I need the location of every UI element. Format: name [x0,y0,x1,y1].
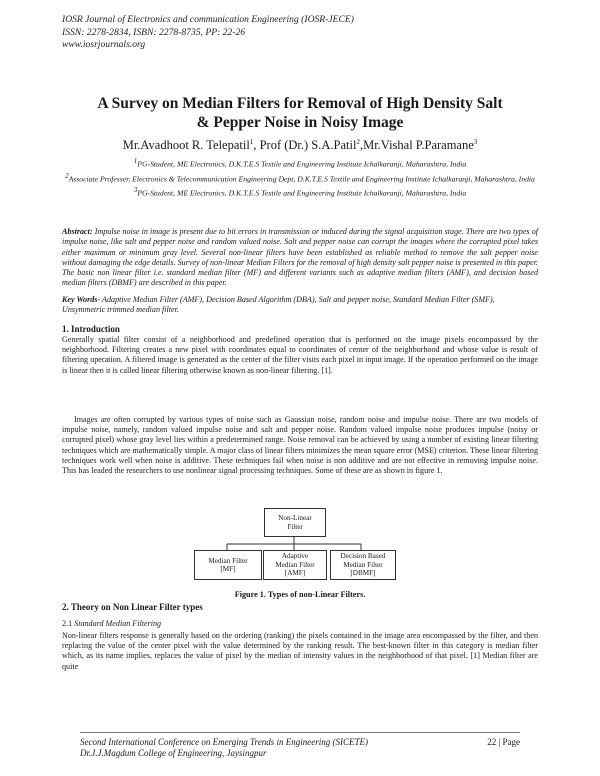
node-decision-based-median-filter [330,550,396,580]
author-1: Mr.Avadhoot R. Telepatil [122,138,250,153]
node-adaptive-median-filter [263,550,327,580]
affiliation-1 [62,156,538,170]
section-2-heading: 2. Theory on Non Linear Filter types [62,602,203,612]
keywords-label: Key Words- [62,295,101,304]
journal-issn: ISSN: 2278-2834, ISBN: 2278-8735, PP: 22-26 [62,26,246,38]
affiliations [62,156,538,200]
affiliation-3 [62,185,538,199]
title-line-2: & Pepper Noise in Noisy Image [196,114,404,131]
abstract [62,227,538,289]
intro-paragraph-2: Images are often corrupted by various types of noise such as Gaussian noise, random noise and impulse noise. There are two models of impulse noise, namely, random valued impulse noise and salt and pepper noise. Random valued impulse noise produces impulse (noisy or corrupted pixel) whose gray level lies within a predetermined range. Noise removal can be achieved by using a number of existing linear filtering techniques which are mathematically simple. A major class of linear filters minimizes the mean square error (MSE) criterion. These linear filtering techniques work well when noise is additive. These techniques fail when noise is non additive and are not effective in removing impulse noise. This has leaded the researchers to use nonlinear signal processing techniques. Some of these are as shown in figure 1. [62,415,538,476]
journal-header [62,14,354,52]
intro-paragraph-1: Generally spatial filter consist of a neighborhood and predefined operation that is performed on the image pixels encompassed by the neighborhood. Filtering creates a new pixel with coordinates equal to coordinates of center of the neighborhood and whose value is result of filtering operation. A filtered image is generated as the center of the filter visits each pixel in input image. If the operation performed on the image is linear then it is called linear filtering otherwise known as non-linear filtering. [1]. [62,335,538,375]
affiliation-1-text: PG-Student, ME Electronics, D.K.T.E.S Textile and Engineering Institute Ichalkaranji, Maharashtra, India [137,159,467,169]
journal-website[interactable]: www.iosrjournals.org [62,39,146,50]
author-3-sup: 3 [473,138,478,146]
author-3: ,Mr.Vishal P.Paramane [359,138,474,153]
author-1-sup: 1 [249,138,254,146]
node-non-linear-filter [264,508,326,537]
affiliation-2-num: 2 [65,171,69,180]
node-root-line-1: Non-Linear [278,514,312,522]
affiliation-1-num: 1 [133,157,138,165]
abstract-text: Impulse noise in image is present due to bit errors in transmission or induced during the signal acquisition stage. There are two types of impulse noise, like salt and pepper noise and random valued noise. Salt and pepper noise can corrupt the images where the corrupted pixel takes either maximum or minimum gray level. Several non-linear filters have been established as reliable method to remove the salt pepper noise without damaging the edge details. Survey of non-linear Median Filters for the removal of high density salt pepper noise is presented in this paper. The basic non linear filter i.e. standard median filter (MF) and different variants such as adaptive median filters (AMF), and decision based median filters (DBMF) are described in this paper. [62,227,538,288]
affiliation-3-num: 3 [133,186,138,195]
section-2-paragraph: Non-linear filters response is generally based on the ordering (ranking) the pixels contained in the image area encompassed by the filter, and then replacing the value of the center pixel with the value determined by the ranking result. The best-known filter in this category is median filter which, as its name implies, replaces the value of pixel by the median of intensity values in the neighborhood of that pixel. [1] Median filter are quite [62,631,538,671]
node-mf-line-1: Median Filter [208,556,248,565]
node-mf-line-2: [MF] [220,565,236,573]
subsection-title: Standard Median Filtering [74,619,162,628]
page-number: 22 | Page [487,737,520,747]
abstract-label: Abstract: [62,227,93,236]
section-1-heading: 1. Introduction [62,324,120,334]
affiliation-3-text: PG-Student, ME Electronics, D.K.T.E.S Textile and Engineering Institute Ichalkaranji, Maharashtra, India [137,188,467,198]
node-dbmf-line-1: Decision Based [340,552,386,561]
affiliation-2-text: Associate Professer, Electronics & Telecommunication Engineering Dept, D.K.T.E.S Textile and Engineering Institute Ichalkaranji, Maharashtra, India [68,174,535,184]
node-amf-line-2: Median Filter [275,560,315,569]
footer-conference: Second International Conference on Emerging Trends in Engineering (SICETE) [80,737,368,747]
node-amf-line-3: [AMF] [284,569,306,578]
subsection-2-1-heading [62,619,161,628]
keywords-text: Adaptive Median Filter (AMF), Decision Based Algorithm (DBA), Salt and pepper noise, Standard Median Filter (SMF), Unsymmetric trimmed median filter. [62,295,495,315]
author-2: , Prof (Dr.) S.A.Patil [253,138,357,153]
node-amf-line-1: Adaptive [281,552,309,561]
node-median-filter [194,550,262,580]
affiliation-2 [62,171,538,185]
page-footer [80,732,520,759]
author-list [62,135,538,153]
paper-title [70,94,530,132]
figure-1-diagram [0,506,600,588]
footer-college: Dr.J.J.Magdum College of Engineering, Jaysingpur [80,748,267,758]
node-root-line-2: Filter [287,522,303,531]
node-dbmf-line-2: Median Filter [343,560,383,569]
node-dbmf-line-3: [DBMF] [350,569,376,578]
figure-1-caption: Figure 1. Types of non-Linear Filters. [234,590,366,599]
title-line-1: A Survey on Median Filters for Removal of High Density Salt [97,95,503,112]
subsection-number: 2.1 [62,619,73,628]
journal-name: IOSR Journal of Electronics and communication Engineering (IOSR-JECE) [62,14,354,25]
keywords [62,295,538,316]
author-2-sup: 2 [356,138,360,146]
